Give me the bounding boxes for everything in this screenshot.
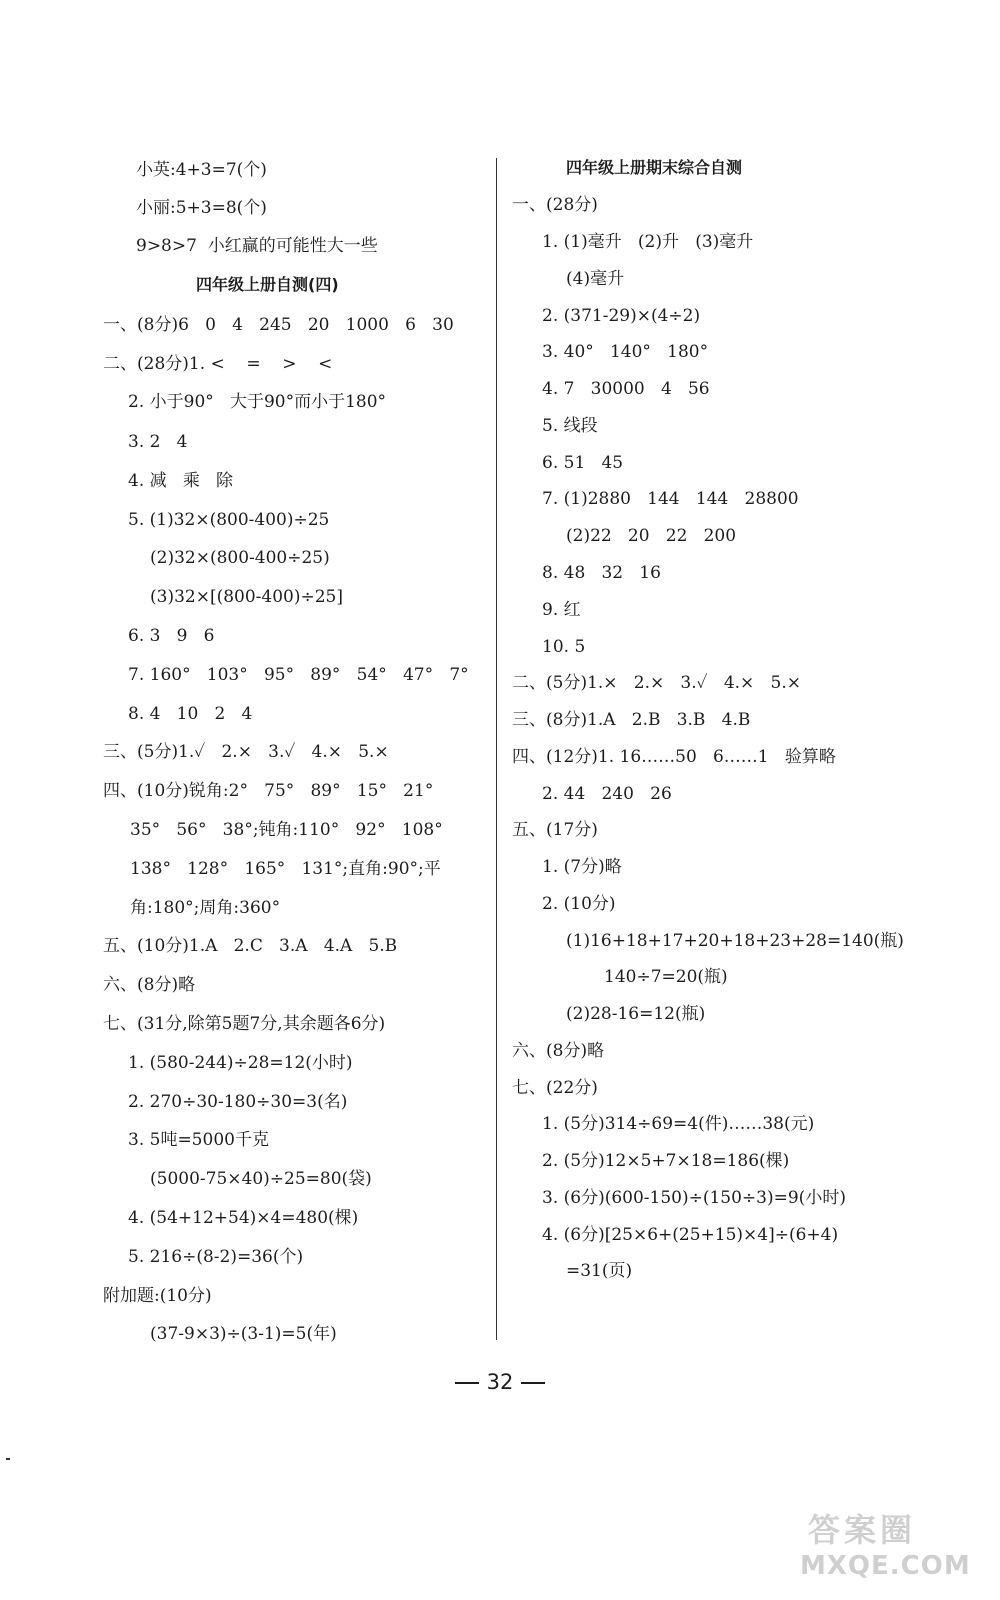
- answer-line: (1)16+18+17+20+18+23+28=140(瓶): [566, 931, 904, 951]
- answer-line: 2. (10分): [542, 894, 616, 914]
- answer-line: 四、(10分)锐角:2° 75° 89° 15° 21°: [103, 781, 434, 801]
- answer-line: 5. (1)32×(800-400)÷25: [128, 510, 330, 530]
- page-number-value: 32: [486, 1370, 514, 1394]
- answer-line: 8. 48 32 16: [542, 563, 661, 583]
- answer-line: 一、(8分)6 0 4 245 20 1000 6 30: [103, 315, 454, 335]
- answer-line: 4. 减 乘 除: [128, 471, 234, 491]
- answer-line: 三、(8分)1.A 2.B 3.B 4.B: [512, 710, 751, 730]
- page-number: [0, 1370, 1000, 1394]
- watermark-line2: MXQE.COM: [800, 1551, 971, 1581]
- answer-line: 10. 5: [542, 637, 586, 657]
- answer-line: 35° 56° 38°;钝角:110° 92° 108°: [130, 820, 443, 840]
- answer-line: 5. 线段: [542, 416, 598, 436]
- dash-right: [521, 1382, 545, 1384]
- answer-line: 四、(12分)1. 16……50 6……1 验算略: [512, 747, 836, 767]
- answer-line: 角:180°;周角:360°: [130, 898, 281, 918]
- answer-line: 六、(8分)略: [512, 1041, 605, 1061]
- answer-line: 7. (1)2880 144 144 28800: [542, 489, 799, 509]
- answer-line: 6. 3 9 6: [128, 626, 215, 646]
- answer-line: (4)毫升: [566, 269, 625, 289]
- answer-line: 附加题:(10分): [103, 1286, 212, 1306]
- answer-line: 七、(31分,除第5题7分,其余题各6分): [103, 1014, 386, 1034]
- answer-line: 二、(5分)1.× 2.× 3.✓ 4.× 5.×: [512, 673, 801, 693]
- answer-line: 三、(5分)1.✓ 2.× 3.✓ 4.× 5.×: [103, 742, 389, 762]
- answer-line: 二、(28分)1. < = > <: [103, 354, 333, 374]
- answer-line: 140÷7=20(瓶): [604, 967, 728, 987]
- watermark-line1: 答案圈: [808, 1511, 917, 1549]
- answer-line: (37-9×3)÷(3-1)=5(年): [150, 1324, 337, 1344]
- column-divider: [496, 158, 497, 1340]
- answer-line: (2)32×(800-400÷25): [150, 548, 330, 568]
- dash-left: [455, 1382, 479, 1384]
- answer-line: 7. 160° 103° 95° 89° 54° 47° 7°: [128, 665, 469, 685]
- answer-line: 5. 216÷(8-2)=36(个): [128, 1247, 304, 1267]
- answer-line: 9. 红: [542, 600, 581, 620]
- answer-line: 1. (1)毫升 (2)升 (3)毫升: [542, 232, 754, 252]
- answer-line: 2. 270÷30-180÷30=3(名): [128, 1092, 348, 1112]
- answer-line: (2)22 20 22 200: [566, 526, 737, 546]
- answer-line: 3. 40° 140° 180°: [542, 342, 709, 362]
- answer-line: 小丽:5+3=8(个): [136, 198, 267, 218]
- answer-line: 五、(17分): [512, 820, 598, 840]
- answer-line: 2. 44 240 26: [542, 784, 672, 804]
- answer-line: 1. (7分)略: [542, 857, 622, 877]
- answer-line: (2)28-16=12(瓶): [566, 1004, 706, 1024]
- answer-line: 2. 小于90° 大于90°而小于180°: [128, 392, 387, 412]
- answer-line: 4. 7 30000 4 56: [542, 379, 710, 399]
- answer-line: 七、(22分): [512, 1078, 598, 1098]
- answer-line: 3. 2 4: [128, 432, 188, 452]
- answer-line: 3. (6分)(600-150)÷(150÷3)=9(小时): [542, 1188, 846, 1208]
- answer-line: 3. 5吨=5000千克: [128, 1130, 269, 1150]
- answer-line: 2. (371-29)×(4÷2): [542, 306, 701, 326]
- scan-artifact: [6, 1458, 10, 1460]
- answer-line: 一、(28分): [512, 195, 598, 215]
- answer-line: =31(页): [566, 1261, 633, 1281]
- answer-line: 138° 128° 165° 131°;直角:90°;平: [130, 859, 441, 879]
- answer-line: 1. (580-244)÷28=12(小时): [128, 1053, 353, 1073]
- section-title: 四年级上册期末综合自测: [566, 158, 743, 177]
- answer-line: 6. 51 45: [542, 453, 624, 473]
- answer-line: (5000-75×40)÷25=80(袋): [150, 1169, 372, 1189]
- answer-line: 8. 4 10 2 4: [128, 704, 253, 724]
- answer-line: 六、(8分)略: [103, 975, 196, 995]
- answer-line: 小英:4+3=7(个): [136, 160, 267, 180]
- answer-line: 9>8>7 小红赢的可能性大一些: [136, 236, 378, 256]
- answer-line: 1. (5分)314÷69=4(件)……38(元): [542, 1114, 815, 1134]
- section-title: 四年级上册自测(四): [196, 275, 339, 294]
- answer-line: (3)32×[(800-400)÷25]: [150, 587, 344, 607]
- answer-line: 4. (6分)[25×6+(25+15)×4]÷(6+4): [542, 1225, 839, 1245]
- answer-line: 五、(10分)1.A 2.C 3.A 4.A 5.B: [103, 936, 398, 956]
- answer-line: 4. (54+12+54)×4=480(棵): [128, 1208, 359, 1228]
- answer-line: 2. (5分)12×5+7×18=186(棵): [542, 1151, 790, 1171]
- watermark-logo: [800, 1505, 980, 1590]
